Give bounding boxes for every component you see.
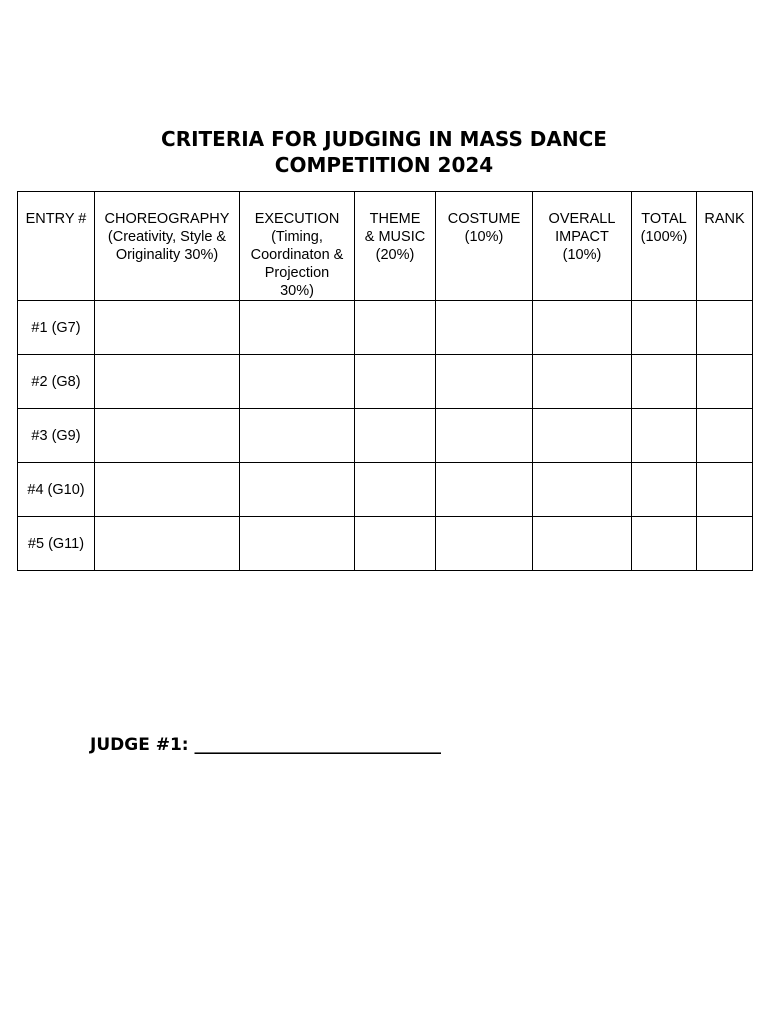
header-execution-line: (Timing, <box>271 229 323 245</box>
table-row <box>18 517 753 571</box>
header-costume-line: (10%) <box>464 229 504 245</box>
header-impact-line: IMPACT <box>555 229 609 245</box>
overall-impact-score-cell[interactable] <box>533 355 632 409</box>
choreography-score-cell[interactable] <box>95 517 240 571</box>
overall-impact-score-cell[interactable] <box>533 409 632 463</box>
header-impact-line: OVERALL <box>548 211 616 227</box>
entry-cell: #1 (G7) <box>18 301 95 355</box>
total-score-cell[interactable] <box>632 517 697 571</box>
overall-impact-score-cell[interactable] <box>533 301 632 355</box>
theme-music-score-cell[interactable] <box>355 409 436 463</box>
title-line-1: CRITERIA FOR JUDGING IN MASS DANCE <box>161 127 607 151</box>
costume-score-cell[interactable] <box>436 409 533 463</box>
total-score-cell[interactable] <box>632 463 697 517</box>
header-row <box>18 192 753 301</box>
costume-score-cell[interactable] <box>436 463 533 517</box>
theme-music-score-cell[interactable] <box>355 355 436 409</box>
total-score-cell[interactable] <box>632 355 697 409</box>
costume-score-cell[interactable] <box>436 301 533 355</box>
execution-score-cell[interactable] <box>240 355 355 409</box>
header-execution-line: Coordinaton & <box>250 247 344 263</box>
table-row <box>18 301 753 355</box>
rank-cell[interactable] <box>697 409 753 463</box>
title-line-2: COMPETITION 2024 <box>274 153 494 177</box>
theme-music-score-cell[interactable] <box>355 517 436 571</box>
entry-cell: #4 (G10) <box>18 463 95 517</box>
page-title <box>0 126 768 178</box>
rank-cell[interactable] <box>697 301 753 355</box>
rank-cell[interactable] <box>697 463 753 517</box>
table-row <box>18 463 753 517</box>
theme-music-score-cell[interactable] <box>355 463 436 517</box>
overall-impact-score-cell[interactable] <box>533 517 632 571</box>
header-choreography <box>95 192 240 301</box>
entry-cell: #2 (G8) <box>18 355 95 409</box>
header-rank-line: RANK <box>704 211 745 227</box>
choreography-score-cell[interactable] <box>95 463 240 517</box>
header-costume <box>436 192 533 301</box>
total-score-cell[interactable] <box>632 409 697 463</box>
rank-cell[interactable] <box>697 517 753 571</box>
header-total <box>632 192 697 301</box>
judging-criteria-table <box>17 191 753 571</box>
execution-score-cell[interactable] <box>240 301 355 355</box>
execution-score-cell[interactable] <box>240 463 355 517</box>
execution-score-cell[interactable] <box>240 409 355 463</box>
entry-cell: #5 (G11) <box>18 517 95 571</box>
overall-impact-score-cell[interactable] <box>533 463 632 517</box>
choreography-score-cell[interactable] <box>95 409 240 463</box>
table-row <box>18 409 753 463</box>
header-choreography-line: CHOREOGRAPHY <box>104 211 230 227</box>
total-score-cell[interactable] <box>632 301 697 355</box>
theme-music-score-cell[interactable] <box>355 301 436 355</box>
header-total-line: (100%) <box>640 229 688 245</box>
header-impact-line: (10%) <box>562 247 602 263</box>
execution-score-cell[interactable] <box>240 517 355 571</box>
table-row <box>18 355 753 409</box>
header-costume-line: COSTUME <box>447 211 521 227</box>
judge-signature-line[interactable]: _____________________________ <box>194 735 442 755</box>
header-rank <box>697 192 753 301</box>
header-theme-line: & MUSIC <box>364 229 426 245</box>
header-overall-impact <box>533 192 632 301</box>
header-theme-music <box>355 192 436 301</box>
header-execution-line: 30%) <box>280 283 314 299</box>
costume-score-cell[interactable] <box>436 355 533 409</box>
header-execution-line: Projection <box>264 265 330 281</box>
header-entry <box>18 192 95 301</box>
header-entry-line: ENTRY # <box>25 211 87 227</box>
entry-cell: #3 (G9) <box>18 409 95 463</box>
judge-label: JUDGE #1: <box>90 735 189 755</box>
judge-signature <box>90 734 441 756</box>
costume-score-cell[interactable] <box>436 517 533 571</box>
header-choreography-line: Originality 30%) <box>115 247 219 263</box>
header-theme-line: (20%) <box>375 247 415 263</box>
choreography-score-cell[interactable] <box>95 301 240 355</box>
header-total-line: TOTAL <box>641 211 687 227</box>
header-execution-line: EXECUTION <box>254 211 340 227</box>
header-theme-line: THEME <box>369 211 421 227</box>
header-execution <box>240 192 355 301</box>
header-choreography-line: (Creativity, Style & <box>107 229 227 245</box>
rank-cell[interactable] <box>697 355 753 409</box>
choreography-score-cell[interactable] <box>95 355 240 409</box>
